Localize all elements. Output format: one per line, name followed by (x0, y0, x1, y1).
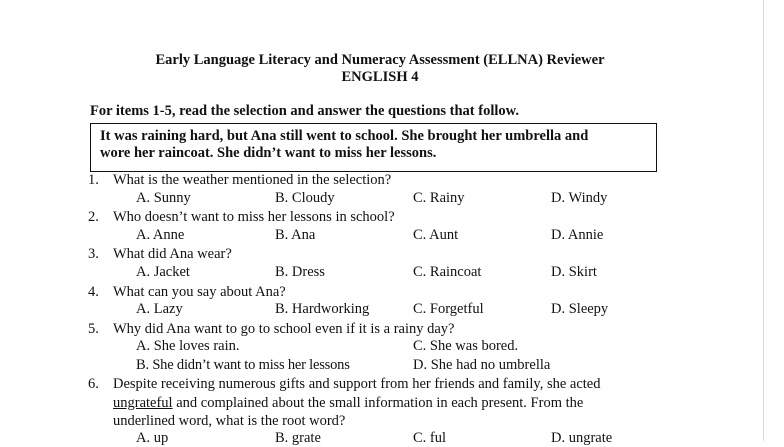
option-b: B. Dress (275, 264, 325, 280)
option-c: C. Aunt (413, 227, 459, 243)
question-6-line-2 (113, 394, 583, 412)
option-c: C. Rainy (413, 190, 465, 206)
document-title: Early Language Literacy and Numeracy Assessment (ELLNA) Reviewer (155, 52, 605, 68)
option-a: A. Anne (136, 227, 185, 243)
instructions: For items 1-5, read the selection and answer the questions that follow. (90, 103, 519, 119)
question-number: 4. (88, 284, 99, 300)
option-c: C. She was bored. (413, 338, 519, 354)
option-b: B. Cloudy (275, 190, 335, 206)
question-text: Who doesn’t want to miss her lessons in school? (113, 209, 395, 225)
passage-line-1: It was raining hard, but Ana still went to school. She brought her umbrella and (100, 128, 589, 144)
question-number: 3. (88, 246, 99, 262)
question-number: 5. (88, 321, 99, 337)
option-d: D. She had no umbrella (413, 357, 551, 373)
option-a: A. She loves rain. (136, 338, 240, 354)
underlined-word: ungrateful (113, 395, 173, 411)
question-text-line-2: and complained about the small information in each present. From the (172, 395, 584, 411)
option-b: B. She didn’t want to miss her lessons (136, 357, 350, 373)
question-text-line-1: Despite receiving numerous gifts and support from her friends and family, she acted (113, 376, 601, 392)
option-a: A. Lazy (136, 301, 183, 317)
option-d: D. Skirt (551, 264, 597, 280)
question-number: 2. (88, 209, 99, 225)
question-6-line-3: underlined word, what is the root word? (113, 413, 346, 429)
document-subtitle: ENGLISH 4 (341, 69, 419, 85)
reading-passage-box (90, 123, 657, 172)
question-number: 1. (88, 172, 99, 188)
question-text: What is the weather mentioned in the selection? (113, 172, 392, 188)
question-number: 6. (88, 376, 99, 392)
question-text: What can you say about Ana? (113, 284, 286, 300)
option-d: D. Sleepy (551, 301, 609, 317)
option-b: B. Ana (275, 227, 316, 243)
question-text: What did Ana wear? (113, 246, 232, 262)
option-b: B. grate (275, 430, 321, 446)
option-c: C. Forgetful (413, 301, 484, 317)
question-text: Why did Ana want to go to school even if it is a rainy day? (113, 321, 455, 337)
passage-line-2: wore her raincoat. She didn’t want to miss her lessons. (100, 145, 437, 161)
option-b: B. Hardworking (275, 301, 370, 317)
option-d: D. ungrate (551, 430, 613, 446)
option-a: A. Jacket (136, 264, 190, 280)
option-d: D. Windy (551, 190, 608, 206)
option-c: C. Raincoat (413, 264, 482, 280)
option-c: C. ful (413, 430, 447, 446)
option-d: D. Annie (551, 227, 604, 243)
option-a: A. Sunny (136, 190, 191, 206)
option-a: A. up (136, 430, 169, 446)
page-edge-divider (763, 0, 764, 441)
